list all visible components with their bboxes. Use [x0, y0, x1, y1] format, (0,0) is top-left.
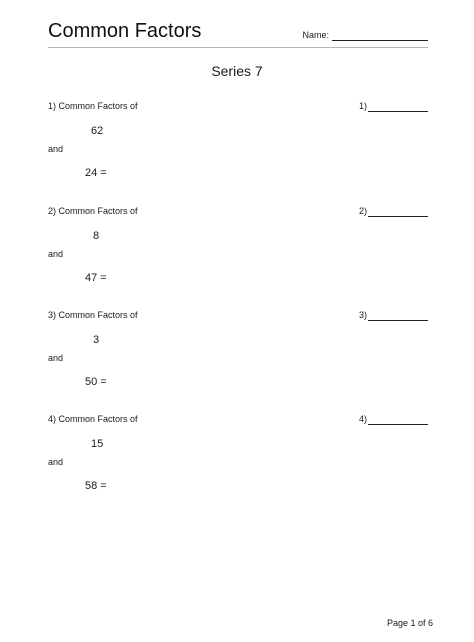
series-title: Series 7: [211, 63, 263, 79]
answer-number: 3): [358, 310, 367, 320]
answer-field: [359, 205, 428, 217]
problem-4: [48, 413, 428, 503]
problem-label: 3) Common Factors of: [48, 310, 138, 320]
first-number: 15: [91, 438, 104, 450]
second-number: 58 =: [85, 480, 107, 492]
answer-number: 4): [358, 414, 367, 424]
answer-blank-line: [368, 416, 428, 425]
and-label: and: [48, 353, 64, 363]
name-label: Name:: [302, 30, 329, 40]
answer-blank-line: [368, 312, 428, 321]
name-blank-line: [332, 32, 428, 41]
and-label: and: [48, 249, 64, 259]
page-number: Page 1 of 6: [386, 618, 433, 628]
answer-blank-line: [368, 103, 428, 112]
problem-1: [48, 100, 428, 190]
second-number: 47 =: [85, 272, 107, 284]
answer-field: [359, 413, 428, 425]
worksheet-header: [48, 18, 428, 50]
answer-blank-line: [368, 208, 428, 217]
first-number: 62: [91, 125, 104, 137]
first-number: 8: [93, 230, 100, 242]
problem-label: 1) Common Factors of: [48, 101, 138, 111]
header-divider: [48, 47, 428, 48]
problem-label: 4) Common Factors of: [48, 414, 138, 424]
second-number: 50 =: [85, 376, 107, 388]
and-label: and: [48, 144, 64, 154]
page-title: Common Factors: [48, 20, 202, 42]
answer-number: 1): [358, 101, 367, 111]
problem-label: 2) Common Factors of: [48, 206, 138, 216]
and-label: and: [48, 457, 64, 467]
answer-number: 2): [358, 206, 367, 216]
answer-field: [359, 100, 428, 112]
first-number: 3: [93, 334, 100, 346]
second-number: 24 =: [85, 167, 107, 179]
name-field: [302, 29, 428, 41]
answer-field: [359, 309, 428, 321]
problem-3: [48, 309, 428, 399]
problem-2: [48, 205, 428, 295]
